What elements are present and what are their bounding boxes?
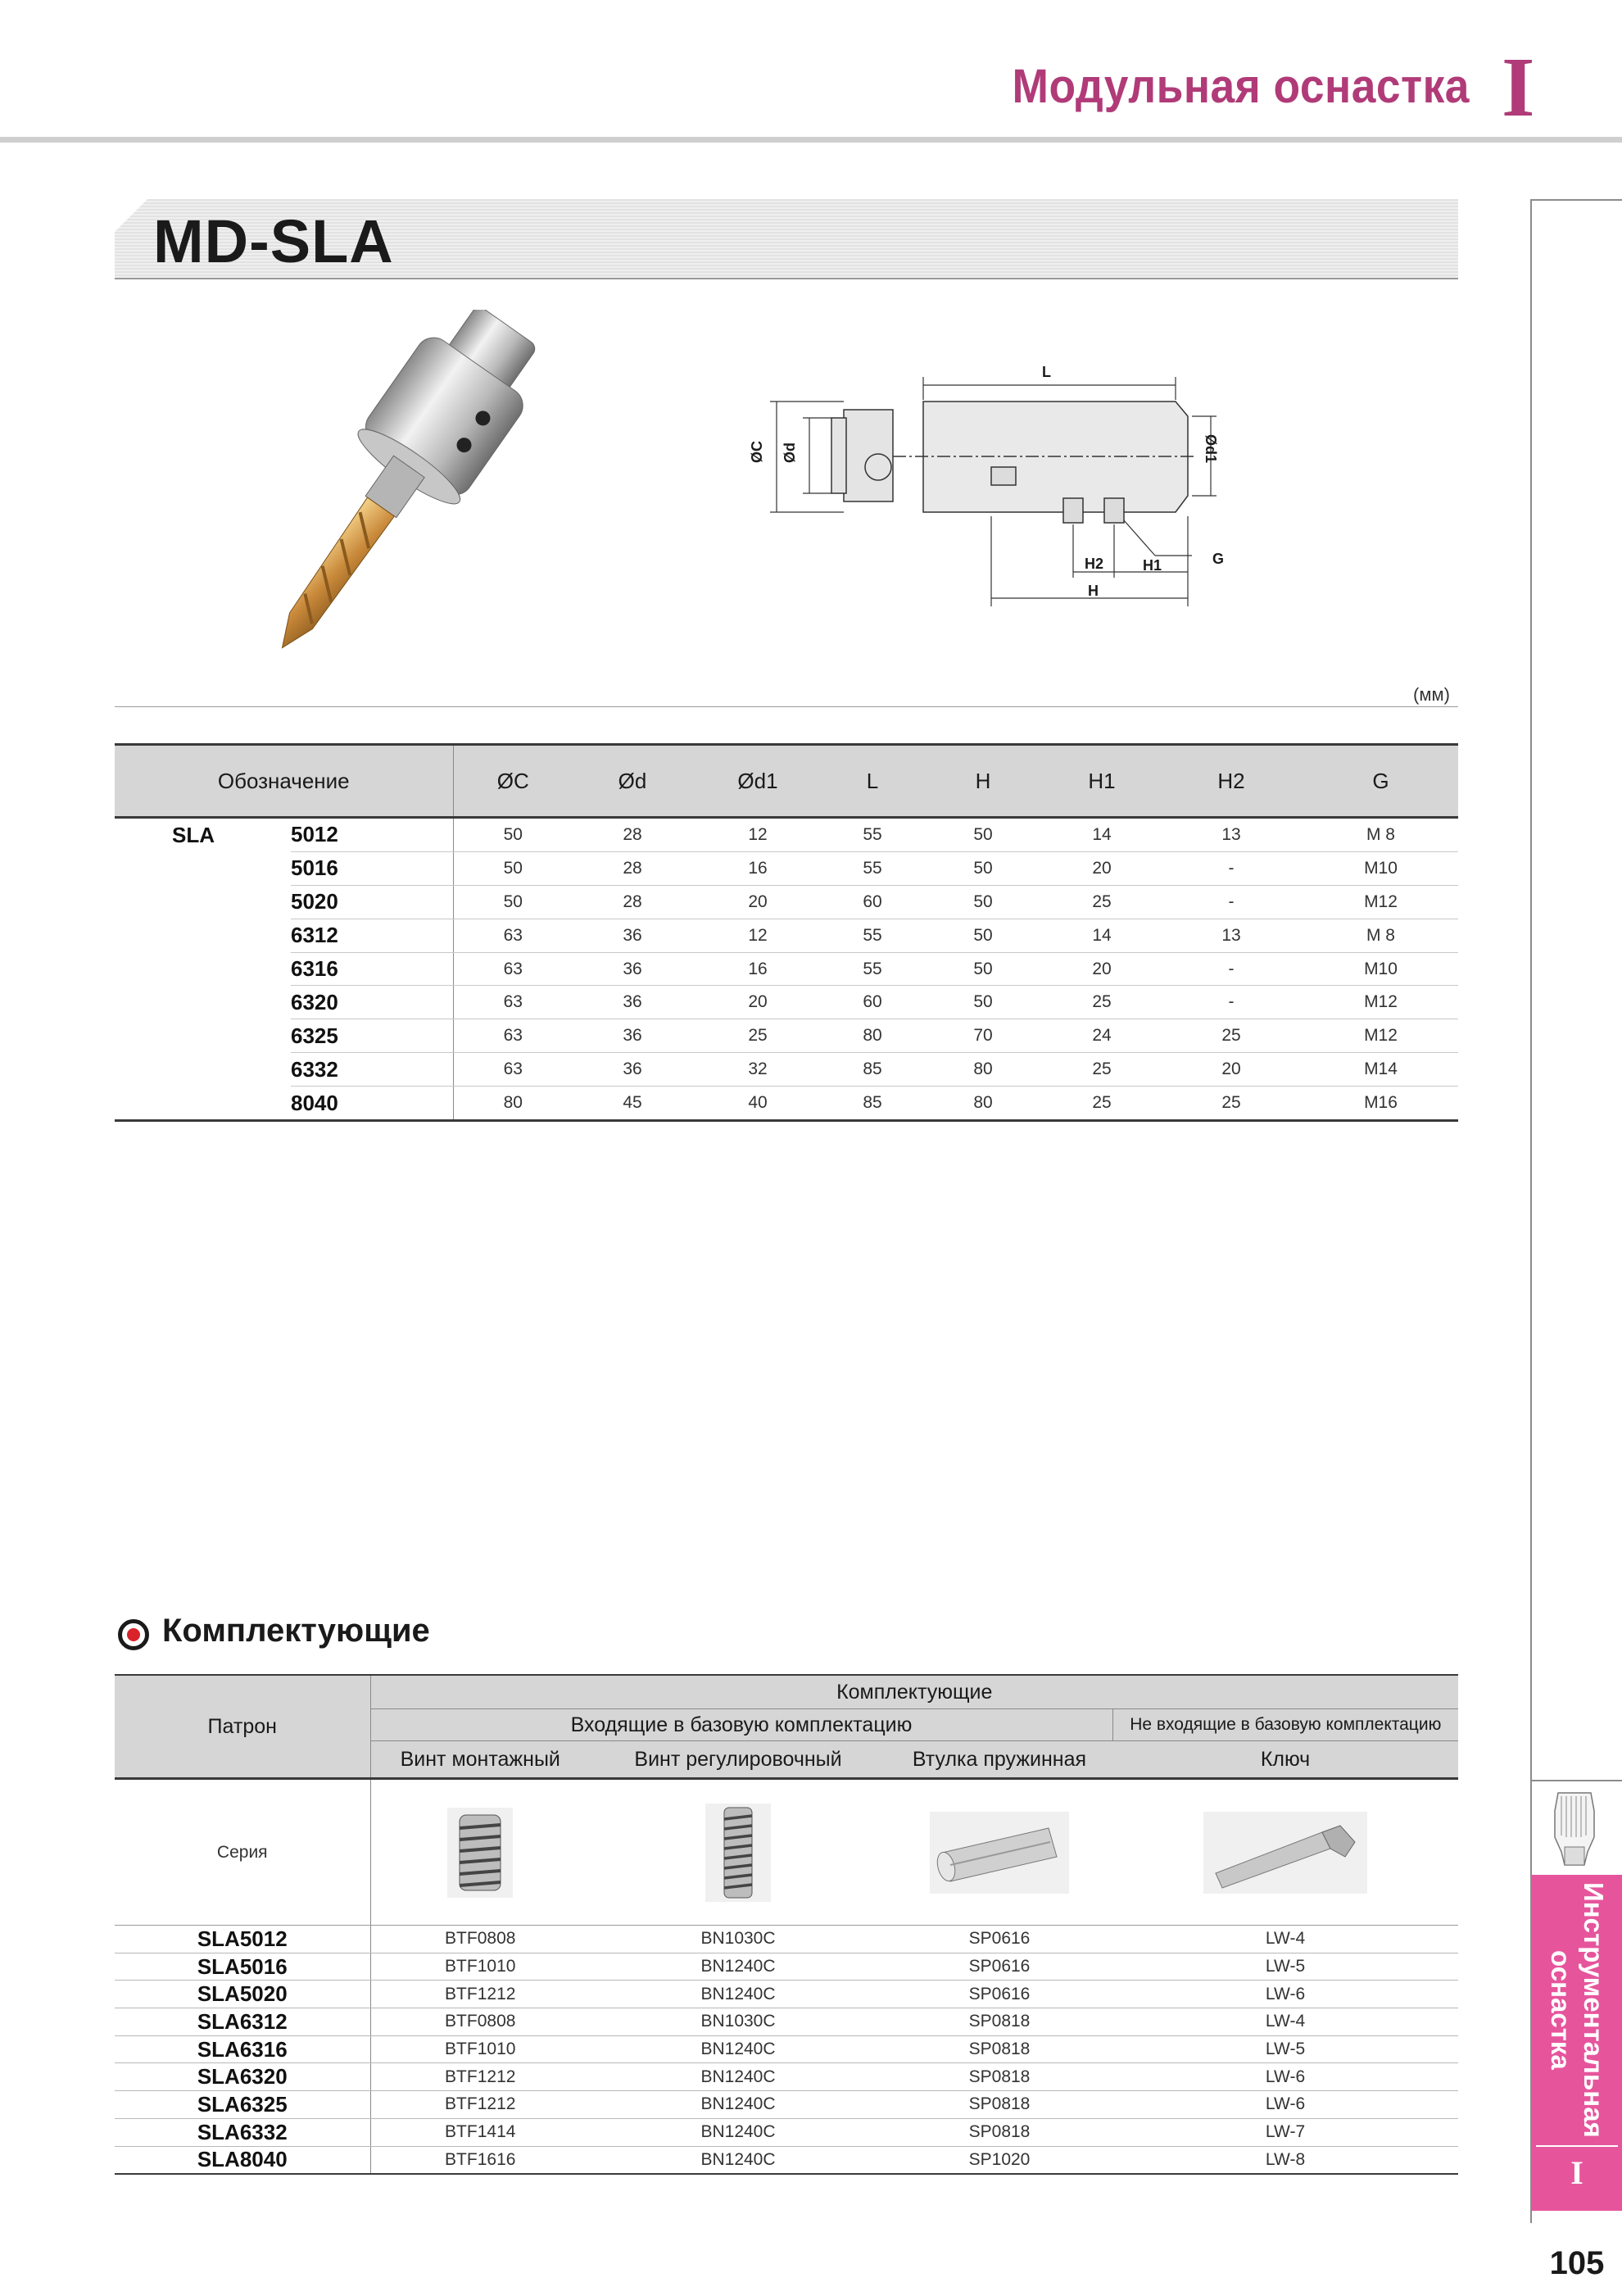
series-cell [115, 885, 291, 919]
col-header-H: H [922, 745, 1044, 818]
accessory-row [115, 1953, 1458, 1981]
adjusting-screw-cell: BN1240C [590, 2146, 886, 2174]
cell-H: 50 [922, 919, 1044, 952]
accessory-images-row [115, 1779, 1458, 1926]
col-header-od1: Ød1 [692, 745, 823, 818]
spring-sleeve-cell: SP0616 [886, 1953, 1112, 1981]
dim-label-od: Ød [782, 442, 798, 463]
model-cell: SLA5016 [115, 1953, 370, 1981]
adjusting-screw-cell: BN1240C [590, 2091, 886, 2119]
technical-drawing [737, 352, 1245, 615]
designation-cell: 5016 [291, 851, 453, 885]
col-header-key: Ключ [1112, 1741, 1458, 1779]
sidebar-section-label [1532, 1875, 1622, 2145]
mounting-screw-image [370, 1779, 590, 1926]
series-cell [115, 851, 291, 885]
col-header-accessories: Комплектующие [370, 1675, 1458, 1709]
cell-H1: 14 [1044, 919, 1159, 952]
cell-L: 55 [823, 952, 922, 986]
accessories-title: Комплектующие [162, 1613, 430, 1649]
cell-od1: 12 [692, 818, 823, 852]
sidebar-roman-numeral: I [1570, 2154, 1583, 2191]
designation-cell: 6325 [291, 1019, 453, 1053]
cell-H2: 20 [1159, 1053, 1303, 1087]
table-row [115, 919, 1458, 952]
col-header-oC: ØC [453, 745, 573, 818]
cell-L: 55 [823, 919, 922, 952]
dimension-table [115, 743, 1458, 1122]
spring-sleeve-cell: SP0818 [886, 2063, 1112, 2091]
cell-od: 36 [573, 952, 692, 986]
series-cell [115, 1053, 291, 1087]
sidebar-tab-divider [1536, 2145, 1618, 2147]
key-cell: LW-5 [1112, 2035, 1458, 2063]
cell-H2: - [1159, 885, 1303, 919]
table-row [115, 851, 1458, 885]
cell-G: M12 [1303, 885, 1458, 919]
cell-H1: 25 [1044, 1053, 1159, 1087]
mounting-screw-cell: BTF1212 [370, 2063, 590, 2091]
dimension-table-header [115, 745, 1458, 818]
cell-H1: 25 [1044, 885, 1159, 919]
hex-key-icon [1199, 1808, 1371, 1898]
spring-sleeve-cell: SP0818 [886, 2008, 1112, 2036]
spring-sleeve-cell: SP0818 [886, 2118, 1112, 2146]
cell-od: 36 [573, 1053, 692, 1087]
header-divider [0, 137, 1622, 143]
accessory-row [115, 2035, 1458, 2063]
cell-H: 50 [922, 818, 1044, 852]
col-header-spring-sleeve: Втулка пружинная [886, 1741, 1112, 1779]
cell-oC: 50 [453, 851, 573, 885]
accessory-row [115, 2063, 1458, 2091]
key-cell: LW-6 [1112, 1981, 1458, 2008]
mounting-screw-cell: BTF1010 [370, 1953, 590, 1981]
cell-H2: 25 [1159, 1019, 1303, 1053]
spring-sleeve-cell: SP0616 [886, 1926, 1112, 1953]
cell-H1: 25 [1044, 986, 1159, 1019]
designation-cell: 8040 [291, 1087, 453, 1121]
model-cell: SLA5020 [115, 1981, 370, 2008]
col-header-included: Входящие в базовую комплектацию [370, 1709, 1112, 1741]
col-header-adjusting-screw: Винт регулировочный [590, 1741, 886, 1779]
key-cell: LW-4 [1112, 1926, 1458, 1953]
accessory-row [115, 2008, 1458, 2036]
cell-od1: 12 [692, 919, 823, 952]
cell-oC: 63 [453, 952, 573, 986]
series-cell [115, 919, 291, 952]
cell-H2: 13 [1159, 919, 1303, 952]
cell-G: M12 [1303, 986, 1458, 1019]
page-number: 105 [1549, 2245, 1605, 2281]
cell-L: 60 [823, 986, 922, 1019]
col-header-G: G [1303, 745, 1458, 818]
adjusting-screw-icon [701, 1799, 775, 1906]
cell-od: 28 [573, 818, 692, 852]
key-cell: LW-5 [1112, 1953, 1458, 1981]
cell-H1: 24 [1044, 1019, 1159, 1053]
cell-H: 80 [922, 1087, 1044, 1121]
col-header-H1: H1 [1044, 745, 1159, 818]
cell-od1: 16 [692, 851, 823, 885]
cell-oC: 63 [453, 1053, 573, 1087]
table-row [115, 1087, 1458, 1121]
cell-H2: - [1159, 851, 1303, 885]
designation-cell: 5012 [291, 818, 453, 852]
sidebar-frame-top [1530, 199, 1622, 201]
key-cell: LW-7 [1112, 2118, 1458, 2146]
col-header-not-included: Не входящие в базовую комплектацию [1112, 1709, 1458, 1741]
series-label: Серия [115, 1779, 370, 1926]
adjusting-screw-cell: BN1240C [590, 1953, 886, 1981]
cell-G: M14 [1303, 1053, 1458, 1087]
cell-od: 36 [573, 919, 692, 952]
mounting-screw-cell: BTF1212 [370, 2091, 590, 2119]
spring-sleeve-cell: SP0616 [886, 1981, 1112, 2008]
series-cell [115, 1019, 291, 1053]
section-title: Модульная оснастка [1012, 60, 1470, 113]
dim-label-L: L [1042, 364, 1051, 380]
key-cell: LW-8 [1112, 2146, 1458, 2174]
cell-H1: 20 [1044, 952, 1159, 986]
series-cell: SLA [172, 822, 215, 847]
cell-L: 55 [823, 851, 922, 885]
cell-H: 50 [922, 885, 1044, 919]
mounting-screw-cell: BTF1212 [370, 1981, 590, 2008]
dim-label-H: H [1088, 583, 1099, 599]
spring-sleeve-cell: SP0818 [886, 2035, 1112, 2063]
series-cell [115, 952, 291, 986]
cell-od1: 25 [692, 1019, 823, 1053]
adjusting-screw-cell: BN1240C [590, 2063, 886, 2091]
cell-G: M 8 [1303, 818, 1458, 852]
cell-L: 60 [823, 885, 922, 919]
mounting-screw-cell: BTF0808 [370, 2008, 590, 2036]
cell-H2: - [1159, 986, 1303, 1019]
cell-oC: 63 [453, 919, 573, 952]
table-row [115, 1053, 1458, 1087]
collet-chuck-icon [1542, 1786, 1607, 1868]
mounting-screw-icon [443, 1804, 517, 1902]
cell-H1: 25 [1044, 1087, 1159, 1121]
key-image [1112, 1779, 1458, 1926]
cell-od1: 20 [692, 885, 823, 919]
cell-oC: 50 [453, 885, 573, 919]
designation-cell: 6316 [291, 952, 453, 986]
dim-label-H2: H2 [1085, 556, 1104, 572]
cell-H: 80 [922, 1053, 1044, 1087]
designation-cell: 6312 [291, 919, 453, 952]
table-row [115, 952, 1458, 986]
cell-G: M16 [1303, 1087, 1458, 1121]
spring-sleeve-image [886, 1779, 1112, 1926]
model-cell: SLA8040 [115, 2146, 370, 2174]
cell-oC: 80 [453, 1087, 573, 1121]
cell-H1: 14 [1044, 818, 1159, 852]
key-cell: LW-6 [1112, 2091, 1458, 2119]
accessory-row [115, 2146, 1458, 2174]
table-row [115, 986, 1458, 1019]
cell-od: 36 [573, 986, 692, 1019]
cell-H1: 20 [1044, 851, 1159, 885]
cell-od1: 40 [692, 1087, 823, 1121]
cell-od: 28 [573, 885, 692, 919]
model-cell: SLA6332 [115, 2118, 370, 2146]
cell-od1: 20 [692, 986, 823, 1019]
dim-label-oC: ØC [749, 441, 765, 463]
model-cell: SLA6312 [115, 2008, 370, 2036]
cell-L: 55 [823, 818, 922, 852]
dim-label-H1: H1 [1143, 557, 1162, 574]
designation-cell: 6320 [291, 986, 453, 1019]
accessory-row [115, 1981, 1458, 2008]
col-header-mounting-screw: Винт монтажный [370, 1741, 590, 1779]
units-divider [115, 706, 1458, 707]
key-cell: LW-4 [1112, 2008, 1458, 2036]
accessories-table [115, 1674, 1458, 2175]
dim-label-od1: Ød1 [1203, 434, 1219, 464]
key-cell: LW-6 [1112, 2063, 1458, 2091]
cell-od: 45 [573, 1087, 692, 1121]
adjusting-screw-image [590, 1779, 886, 1926]
cell-oC: 63 [453, 1019, 573, 1053]
adjusting-screw-cell: BN1240C [590, 2118, 886, 2146]
series-cell [115, 1087, 291, 1121]
cell-od1: 16 [692, 952, 823, 986]
adjusting-screw-cell: BN1030C [590, 2008, 886, 2036]
cell-L: 85 [823, 1087, 922, 1121]
spring-sleeve-cell: SP1020 [886, 2146, 1112, 2174]
spring-sleeve-icon [926, 1808, 1073, 1898]
designation-cell: 5020 [291, 885, 453, 919]
mounting-screw-cell: BTF1616 [370, 2146, 590, 2174]
cell-oC: 63 [453, 986, 573, 1019]
cell-H: 50 [922, 851, 1044, 885]
col-header-L: L [823, 745, 922, 818]
col-header-od: Ød [573, 745, 692, 818]
adjusting-screw-cell: BN1030C [590, 1926, 886, 1953]
cell-G: M10 [1303, 851, 1458, 885]
cell-L: 85 [823, 1053, 922, 1087]
cell-G: M12 [1303, 1019, 1458, 1053]
cell-H2: 13 [1159, 818, 1303, 852]
cell-od: 28 [573, 851, 692, 885]
model-cell: SLA5012 [115, 1926, 370, 1953]
cell-H2: 25 [1159, 1087, 1303, 1121]
cell-H2: - [1159, 952, 1303, 986]
product-photo [229, 310, 623, 670]
sidebar-section-text: Инструментальная оснастка [1546, 1882, 1609, 2138]
cell-G: M10 [1303, 952, 1458, 986]
cell-oC: 50 [453, 818, 573, 852]
section-roman-numeral: I [1502, 40, 1535, 134]
table-row [115, 1019, 1458, 1053]
accessory-row [115, 2091, 1458, 2119]
designation-cell: 6332 [291, 1053, 453, 1087]
mounting-screw-cell: BTF0808 [370, 1926, 590, 1953]
cell-od: 36 [573, 1019, 692, 1053]
cell-H: 50 [922, 952, 1044, 986]
adjusting-screw-cell: BN1240C [590, 2035, 886, 2063]
mounting-screw-cell: BTF1414 [370, 2118, 590, 2146]
adjusting-screw-cell: BN1240C [590, 1981, 886, 2008]
sidebar-frame-mid [1530, 1780, 1622, 1781]
bullet-dot-icon [127, 1628, 140, 1641]
model-cell: SLA6316 [115, 2035, 370, 2063]
series-cell [115, 986, 291, 1019]
col-header-H2: H2 [1159, 745, 1303, 818]
table-row [115, 885, 1458, 919]
accessory-row [115, 1926, 1458, 1953]
model-cell: SLA6320 [115, 2063, 370, 2091]
cell-H: 70 [922, 1019, 1044, 1053]
mounting-screw-cell: BTF1010 [370, 2035, 590, 2063]
spring-sleeve-cell: SP0818 [886, 2091, 1112, 2119]
units-label: (мм) [1413, 684, 1450, 705]
accessory-row [115, 2118, 1458, 2146]
cell-od1: 32 [692, 1053, 823, 1087]
table-row [115, 818, 1458, 852]
product-code-title: MD-SLA [153, 207, 394, 275]
dim-label-G: G [1212, 551, 1225, 567]
col-header-designation: Обозначение [115, 745, 453, 818]
cell-H: 50 [922, 986, 1044, 1019]
cell-G: M 8 [1303, 919, 1458, 952]
col-header-chuck: Патрон [115, 1675, 370, 1779]
model-cell: SLA6325 [115, 2091, 370, 2119]
cell-L: 80 [823, 1019, 922, 1053]
